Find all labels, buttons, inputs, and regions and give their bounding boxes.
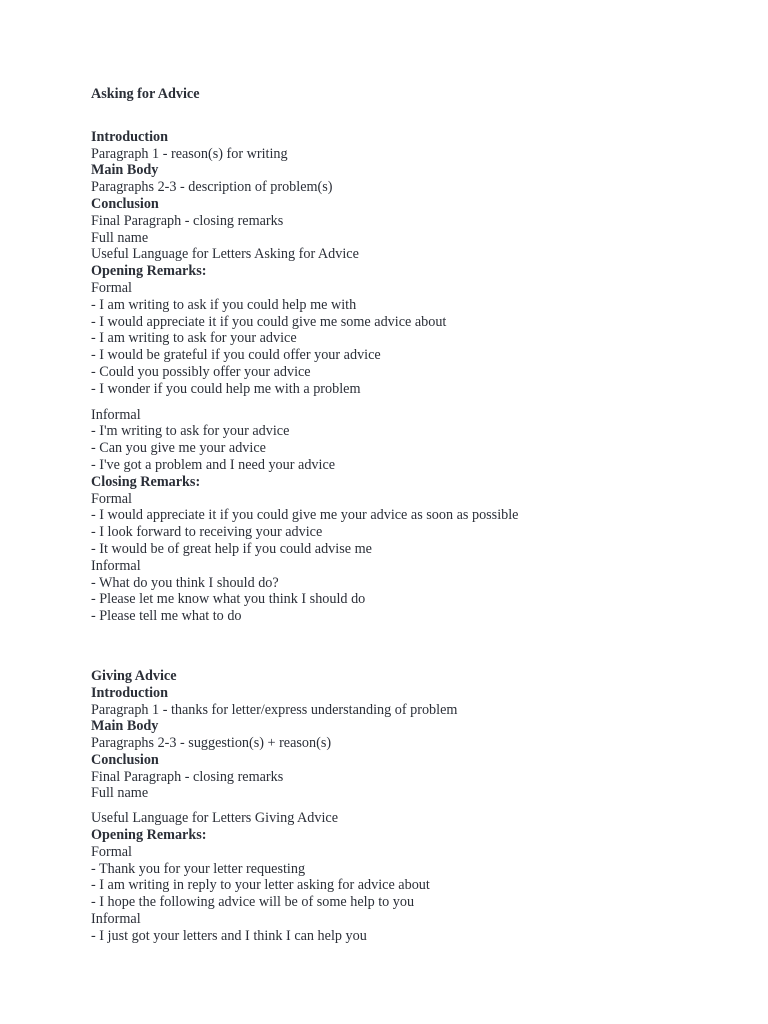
text-line: Formal xyxy=(91,843,132,860)
text-line: - I would appreciate it if you could give me your advice as soon as possible xyxy=(91,507,519,524)
text-line: - I would appreciate it if you could give me some advice about xyxy=(91,313,447,330)
text-line: - I've got a problem and I need your advice xyxy=(91,456,336,473)
section-heading: Closing Remarks: xyxy=(91,473,201,490)
section-heading: Giving Advice xyxy=(91,667,177,684)
section-heading: Asking for Advice xyxy=(91,86,200,102)
text-line: - Please let me know what you think I should do xyxy=(91,591,366,608)
text-line: - I am writing in reply to your letter asking for advice about xyxy=(91,877,430,894)
section-heading: Conclusion xyxy=(91,751,159,768)
text-line: Informal xyxy=(91,406,141,423)
document-page xyxy=(91,86,751,945)
text-line: Formal xyxy=(91,279,132,296)
section-heading: Introduction xyxy=(91,128,168,145)
text-line: - I hope the following advice will be of some help to you xyxy=(91,894,415,911)
section-heading: Opening Remarks: xyxy=(91,263,207,280)
text-line: Informal xyxy=(91,911,141,928)
section-heading: Introduction xyxy=(91,684,168,701)
text-line: - Can you give me your advice xyxy=(91,440,266,457)
section-heading: Main Body xyxy=(91,162,159,179)
text-line: - I'm writing to ask for your advice xyxy=(91,423,290,440)
text-line: Useful Language for Letters Giving Advice xyxy=(91,810,339,827)
text-line: - Please tell me what to do xyxy=(91,608,242,625)
section-heading: Conclusion xyxy=(91,195,159,212)
text-line: - I am writing to ask for your advice xyxy=(91,330,297,347)
text-line: Paragraphs 2-3 - suggestion(s) + reason(s) xyxy=(91,735,332,752)
text-line: - Thank you for your letter requesting xyxy=(91,860,306,877)
section-heading: Main Body xyxy=(91,718,159,735)
text-line: - What do you think I should do? xyxy=(91,574,279,591)
text-line: - I look forward to receiving your advice xyxy=(91,524,323,541)
text-line: Informal xyxy=(91,557,141,574)
text-line: Final Paragraph - closing remarks xyxy=(91,212,284,229)
text-line: - I just got your letters and I think I can help you xyxy=(91,927,367,944)
text-line: - I would be grateful if you could offer your advice xyxy=(91,347,381,364)
text-line: - It would be of great help if you could advise me xyxy=(91,540,372,557)
section-heading: Opening Remarks: xyxy=(91,827,207,844)
text-line: Paragraph 1 - reason(s) for writing xyxy=(91,145,288,162)
text-line: Paragraph 1 - thanks for letter/express understanding of problem xyxy=(91,701,458,718)
text-line: Full name xyxy=(91,785,149,802)
text-line: Full name xyxy=(91,229,149,246)
text-line: Paragraphs 2-3 - description of problem(s) xyxy=(91,179,333,196)
text-line: - I am writing to ask if you could help me with xyxy=(91,296,357,313)
text-line: - Could you possibly offer your advice xyxy=(91,363,311,380)
text-line: - I wonder if you could help me with a problem xyxy=(91,380,361,397)
text-line: Formal xyxy=(91,490,132,507)
text-line: Useful Language for Letters Asking for Advice xyxy=(91,246,359,263)
text-line: Final Paragraph - closing remarks xyxy=(91,768,284,785)
